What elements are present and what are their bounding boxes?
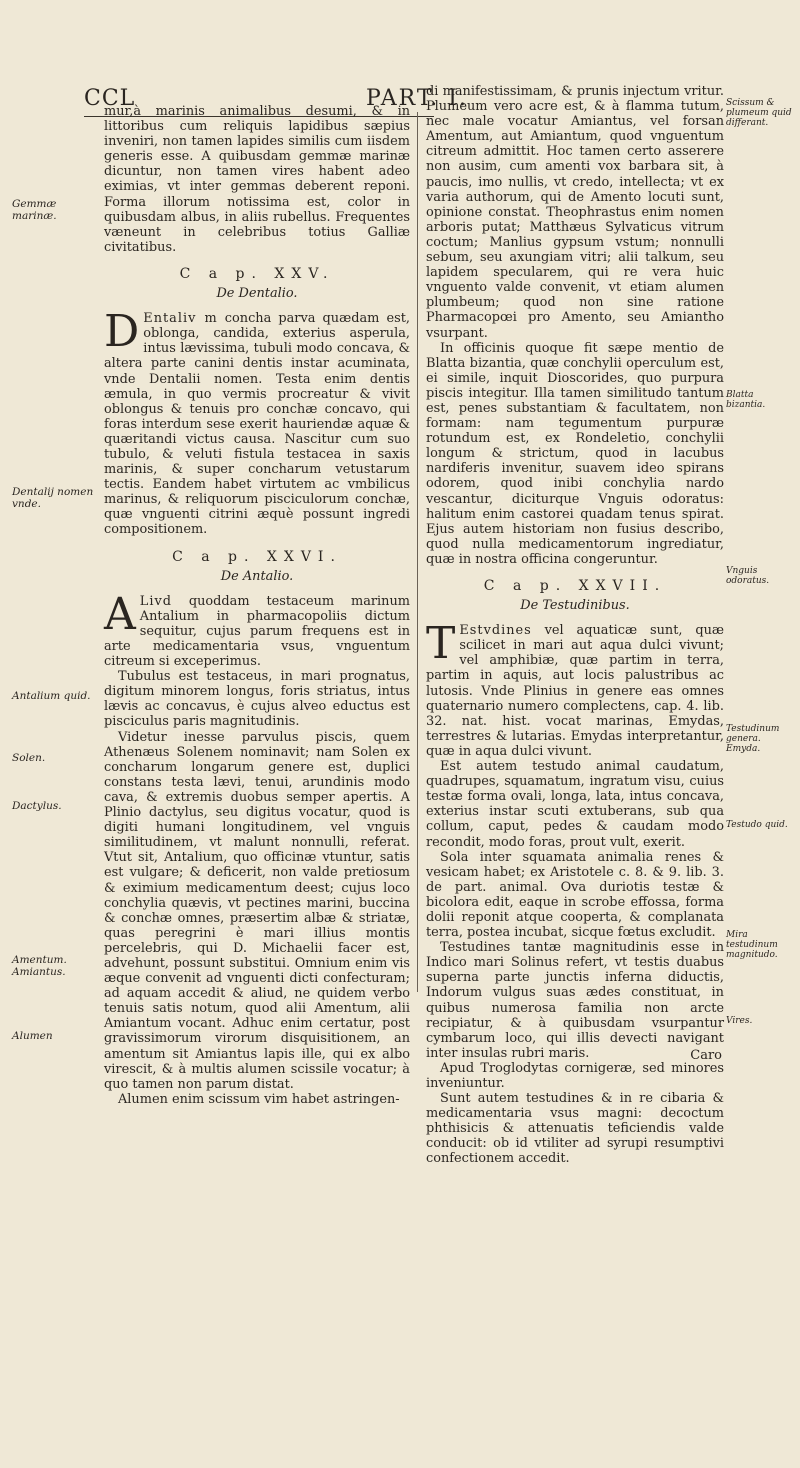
column-divider (417, 112, 418, 992)
paragraph: Apud Troglodytas cornigeræ, sed minores inveniuntur. (426, 1060, 724, 1091)
catchword: Caro (690, 1048, 722, 1063)
chapter-paragraph (104, 588, 410, 670)
chapter-paragraph (426, 618, 724, 759)
paragraph: In officinis quoque fit sæpe mentio de Blatta bizantia, quæ conchylii operculum est, ei simile, inquit Dioscorides, quo purpura piscis integitur. Illa tamen similitudo tantum est, penes substantiam & facultatem, non formam: nam tegumentum purpuræ rotundum est, ex Rondeletio, conchylii longum & strictum, quod in lacubus nardiferis invenitur, suavem ideo spirans odorem, quod inibi conchylia nardo vescantur, diciturque Vnguis odoratus: halitum enim castorei quadam tenus spirat. Ejus autem historiam non fusius describo, quod nulla medicamentorum ingrediatur, quæ in nostra officina congeruntur. (426, 340, 724, 567)
chapter-paragraph (104, 306, 410, 538)
paragraph: mur,à marinis animalibus desumi, & in littoribus cum reliquis lapidibus sæpius inveniri, non tamen lapides similis cum iisdem generis esse. A quibusdam gemmæ marinæ dicuntur, non tamen vires habent adeo eximias, vt inter gemmas deberent reponi. Forma illorum notissima est, color in quibusdam albus, in aliis rubellus. Frequentes væneunt in celebribus totius Galliæ civitatibus. (104, 104, 410, 255)
lead-word: Estvdines (459, 623, 532, 639)
margin-note: Antalium quid. (12, 690, 91, 702)
drop-cap: A (104, 588, 136, 640)
paragraph: Alumen enim scissum vim habet astringen- (118, 1091, 400, 1107)
margin-note: Blatta bizantia. (726, 390, 766, 410)
paragraph: di manifestissimam, & prunis injectum vritur. Plumeum vero acre est, & à flamma tutum, nec male vocatur Amiantus, vel forsan Amentum, aut Amiantum, quod vnguentum citreum admittit. Hoc tamen certo asserere non ausim, cum amenti vox barbara sit, à paucis, imo nullis, vt credo, intellecta; vt ex varia authorum, qui de Amento locuti sunt, opinione constat. Theophrastus enim nomen arboris putat; Matthæus Sylvaticus vitrum coctum; Manlius gypsum vstum; nonnulli sebum, seu axungiam vitri; alii talkum, seu lapidem specularem, qui re vera huic vnguento valde convenit, vt etiam alumen plumbeum; quod non sine ratione Pharmacopœi pro Amento, seu Amiantho vsurpant. (426, 84, 724, 341)
margin-note: Dactylus. (12, 800, 62, 812)
margin-note: Mira testudinum magnitudo. (726, 930, 778, 960)
drop-cap: D (104, 306, 140, 358)
margin-note: Solen. (12, 752, 46, 764)
margin-note: Alumen (12, 1030, 53, 1042)
running-title: PART. I. (366, 86, 468, 111)
chapter-heading: C a p. XXVI. (172, 548, 342, 565)
margin-note: Scissum & plumeum quid differant. (726, 98, 792, 128)
paragraph-text: vel aquaticæ sunt, quæ scilicet in mari aut aqua dulci vivunt; vel amphibiæ, quæ partim in terra, partim in aquis, aut locis palustribus ac lutosis. Vnde Plinius in genere eas omnes quaternario numero complectens, cap. 4. lib. 32. nat. hist. vocat marinas, Emydas, terrestres & lutarias. Emydas interpretantur, quæ in aqua dulci vivunt. (426, 623, 724, 759)
margin-note: Gemmæ marinæ. (12, 198, 57, 222)
paragraph: Testudines tantæ magnitudinis esse in Indico mari Solinus refert, vt testis duabus superna parte junctis inferna diductis, Indorum vulgus suas ædes constituat, in quibus numerosa familia non arcte recipiatur, & à quibusdam vsurpantur cymbarum loco, qui illis devecti navigant inter insulas rubri maris. (426, 940, 724, 1061)
chapter-heading: C a p. XXV. (179, 265, 335, 282)
paragraph-text: quoddam testaceum marinum Antalium in pharmacopoliis dictum sequitur, cujus parum frequens est in arte medicamentaria vsus, vnguentum citreum si excеperimus. (104, 593, 410, 670)
margin-note: Testudinum genera. Emyda. (726, 724, 780, 754)
lead-word: Livd (139, 593, 172, 609)
paragraph-text: concha parva quædam est, oblonga, candida, exterius asperula, intus lævissima, tubuli modo concava, & altera parte canini dentis instar acuminata, vnde Dentalii nomen. Testa enim dentis æmula, in quo vermis procreatur & vivit oblongus & tenuis pro conchæ concavo, qui foras interdum sese exerit hauriendæ aquæ & quæritandi victus causa. Nascitur cum suo tubulo, & veluti fistula testacea in saxis marinis, & super concharum vetustarum tectis. Eandem habet virtutem ac vmbilicus marinus, & reliquorum pisciculorum conchæ, quæ vnguenti citrini æquè possunt ingredi compositionem. (104, 311, 410, 538)
chapter-heading: C a p. XXVII. (483, 578, 667, 594)
lead-word: Entaliv m (143, 311, 218, 327)
drop-cap: T (426, 618, 456, 670)
left-column (104, 104, 410, 1107)
margin-note: Vires. (726, 1016, 753, 1026)
page-number: CCL (84, 86, 136, 111)
chapter-title: De Testudinibus. (520, 598, 630, 614)
paragraph: Sola inter squamata animalia renes & vesicam habet; ex Aristotele c. 8. & 9. lib. 3. de part. animal. Ova duriotis testæ & bicolora edit, eaque in scrobe effossa, forma dolii reponit atque cooperta, & complanata terra, postea incubat, sicque fœtus excludit. (426, 849, 724, 941)
paragraph: Est autem testudo animal caudatum, quadrupes, squamatum, ingratum visu, cuius testæ forma ovali, longa, lata, intus concava, exterius instar scuti extuberans, sub qua collum, caput, pedes & caudam modo recondit, modo foras, prout vult, exerit. (426, 759, 724, 850)
margin-note: Amentum. Amiantus. (12, 954, 67, 978)
paragraph: Sunt autem testudines & in re cibaria & medicamentaria vsus magni: decoctum phthisicis & attenuatis teficiendis valde conducit: ob id vtiliter ad syrupi resumptivi confectionem accedit. (426, 1091, 724, 1167)
right-column (426, 84, 724, 1167)
margin-note: Testudo quid. (726, 820, 788, 830)
margin-note: Dentalij nomen vnde. (12, 486, 94, 510)
chapter-title: De Antalio. (220, 568, 294, 584)
paragraph: Tubulus est testaceus, in mari prognatus, digitum minorem longus, foris striatus, intus lævis ac concavus, è cujus alveo eductus est pisciculus paris magnitudinis. (104, 669, 410, 730)
paragraph: Videtur inesse parvulus piscis, quem Athenæus Solenem nominavit; nam Solen ex concharum longarum genere est, duplici constans testa lævi, tenui, arundinis modo cava, & extremis duobus semper apertis. A Plinio dactylus, seu digitus vocatur, quod is digiti humani longitudinem, vel vnguis similitudinem, vt malunt nonnulli, referat. Vtut sit, Antalium, quo officinæ vtuntur, satis est vulgare; & deficerit, non valde pretiosum & eximium medicamentum deest; cujus loco conchylia quævis, vt pectines marini, buccina & conchæ omnes, præsertim albæ & striatæ, quas peregrini è mari illius montis percelebris, qui D. Michaelii facer est, advehunt, possunt substitui. Omnium enim vis æque convenit ad vnguenti dicti confecturam; ad aquam accedit & aliud, ne quidem verbo tenuis satis notum, quod alii Amentum, alii Amiantum vocant. Adhuc enim certatur, post gravissimorum virorum disquisitionem, an amentum sit Amiantus lapis ille, qui ex albo virescit, & à multis alumen scissile vocatur; à quo tamen non parum distat. (104, 729, 410, 1092)
chapter-title: De Dentalio. (216, 286, 298, 302)
margin-note: Vnguis odoratus. (726, 566, 770, 586)
